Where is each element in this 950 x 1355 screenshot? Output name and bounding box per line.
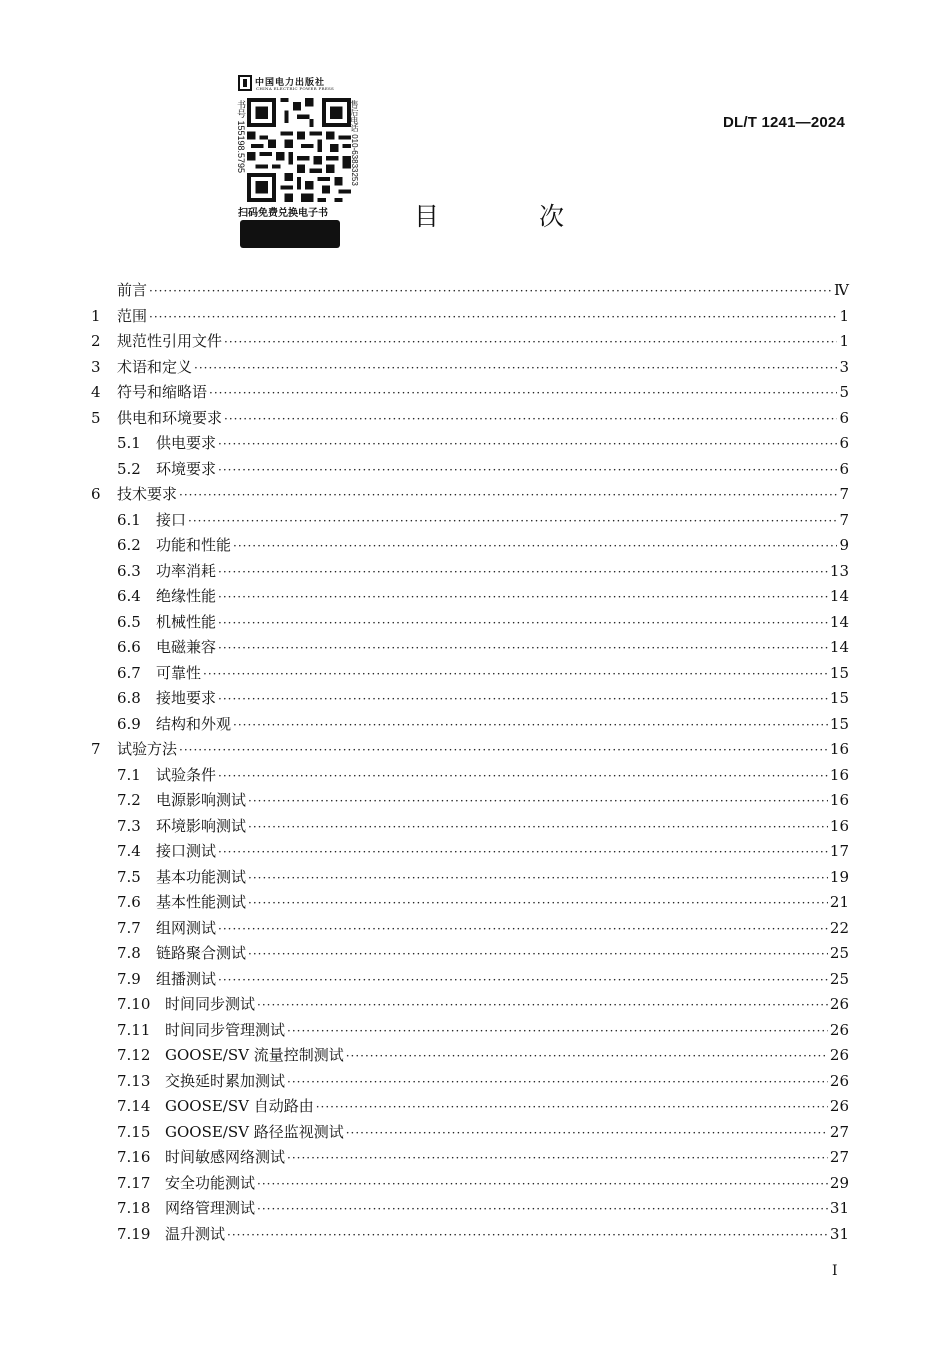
toc-entry-page: 9 [839,536,849,554]
toc-entry[interactable] [91,992,849,1018]
toc-entry[interactable] [91,584,849,610]
toc-entry-title: 电磁兼容 [156,638,217,656]
toc-entry-page: 26 [829,1046,849,1064]
toc-entry-title: 基本功能测试 [156,867,247,886]
toc-dot-leader [248,866,828,892]
toc-entry-title: GOOSE/SV 流量控制测试 [165,1046,344,1064]
toc-entry-number: 6.7 [117,663,141,682]
toc-entry-page: 5 [839,383,849,401]
toc-dot-leader [179,483,837,509]
toc-entry-number: 7.10 [117,995,151,1013]
toc-entry[interactable] [91,1171,849,1197]
toc-dot-leader [179,738,828,764]
toc-entry-page: 6 [839,408,849,427]
toc-dot-leader [194,356,837,382]
toc-entry-number: 7.19 [117,1224,151,1243]
toc-entry[interactable] [91,737,849,763]
toc-entry-page: 25 [829,944,849,962]
publisher-english-name: CHINA ELECTRIC POWER PRESS [256,86,335,91]
toc-entry-number: 7.6 [117,893,141,911]
toc-entry-number: 7.7 [117,918,141,937]
toc-entry-page: Ⅳ [834,281,849,299]
toc-entry-title: 环境影响测试 [156,816,247,835]
toc-entry-page: 17 [829,842,849,860]
toc-entry[interactable] [91,1222,849,1248]
toc-entry-page: 14 [829,587,849,605]
toc-entry-page: 15 [829,714,849,733]
toc-dot-leader [224,407,837,433]
toc-entry[interactable] [91,788,849,814]
toc-entry-number: 6.3 [117,561,141,580]
toc-entry[interactable] [91,610,849,636]
toc-entry-number: 7.5 [117,867,141,886]
toc-entry[interactable] [91,1196,849,1222]
toc-dot-leader [248,891,828,917]
toc-entry[interactable] [91,814,849,840]
toc-entry-title: GOOSE/SV 路径监视测试 [165,1122,344,1141]
toc-entry-page: 16 [829,765,849,784]
toc-entry-title: 安全功能测试 [165,1173,256,1192]
toc-dot-leader [287,1019,828,1045]
toc-entry-page: 1 [839,306,849,325]
scan-caption: 扫码免费兑换电子书 [238,208,328,219]
toc-entry-number: 6.4 [117,587,141,605]
toc-entry-title: 接地要求 [156,689,217,707]
toc-entry-number: 7.16 [117,1148,151,1166]
toc-entry-number: 1 [91,306,101,325]
toc-entry-page: 27 [829,1148,849,1166]
toc-dot-leader [233,534,837,560]
toc-dot-leader [188,509,837,535]
toc-dot-leader [218,968,828,994]
toc-entry-page: 19 [829,867,849,886]
toc-entry[interactable] [91,865,849,891]
toc-entry-page: 31 [829,1224,849,1243]
toc-dot-leader [257,993,828,1019]
toc-entry[interactable] [91,406,849,432]
toc-entry-title: 接口 [156,510,187,529]
toc-entry-title: 功率消耗 [156,561,217,580]
toc-dot-leader [257,1197,828,1223]
toc-entry-number: 7.8 [117,944,141,962]
toc-entry[interactable] [91,661,849,687]
standard-number: DL/T 1241—2024 [722,114,845,131]
toc-entry[interactable] [91,686,849,712]
page-number: I [832,1263,838,1279]
toc-entry-title: 交换延时累加测试 [165,1071,286,1090]
toc-entry-title: 时间敏感网络测试 [165,1148,286,1166]
toc-dot-leader [248,815,828,841]
toc-entry-page: 1 [839,332,849,350]
page-title: 目 次 [414,202,610,231]
toc-entry-title: 网络管理测试 [165,1199,256,1217]
toc-dot-leader [287,1146,828,1172]
toc-entry[interactable] [91,1094,849,1120]
toc-entry[interactable] [91,431,849,457]
publisher-logo-icon [238,75,252,91]
toc-entry-title: GOOSE/SV 自动路由 [165,1097,314,1115]
toc-entry-page: 25 [829,969,849,988]
toc-entry-page: 14 [829,612,849,631]
toc-entry-title: 组播测试 [156,969,217,988]
toc-entry[interactable] [91,457,849,483]
toc-entry-title: 基本性能测试 [156,893,247,911]
toc-entry-number: 7 [91,740,101,758]
toc-entry-page: 7 [839,510,849,529]
toc-dot-leader [218,636,828,662]
redaction-bar [240,220,340,248]
toc-entry[interactable] [91,916,849,942]
toc-dot-leader [218,560,828,586]
publisher-name: 中国电力出版社 [255,77,326,88]
service-telephone: 售后电话 010-63833253 [350,100,359,186]
toc-entry-title: 结构和外观 [156,714,232,733]
toc-dot-leader [218,611,828,637]
toc-entry-number: 3 [91,357,101,376]
toc-entry-title: 链路聚合测试 [156,944,247,962]
toc-entry[interactable] [91,839,849,865]
toc-dot-leader [149,279,832,305]
toc-dot-leader [346,1044,828,1070]
qr-code-icon[interactable] [247,98,351,202]
toc-entry-page: 13 [829,561,849,580]
toc-entry-number: 6.5 [117,612,141,631]
toc-dot-leader [218,458,837,484]
toc-entry-number: 6.2 [117,536,141,554]
toc-entry-number: 7.9 [117,969,141,988]
toc-entry-title: 时间同步测试 [165,995,256,1013]
toc-entry-number: 7.18 [117,1199,151,1217]
toc-entry-page: 16 [829,791,849,809]
toc-entry-page: 29 [829,1173,849,1192]
toc-dot-leader [203,662,828,688]
toc-entry-page: 27 [829,1122,849,1141]
toc-entry-number: 6.1 [117,510,141,529]
toc-entry-number: 6.9 [117,714,141,733]
toc-entry-page: 16 [829,816,849,835]
qr-code-block [232,72,362,252]
toc-entry-page: 6 [839,459,849,478]
toc-entry-title: 环境要求 [156,459,217,478]
book-id: 书号 155198.5795 [236,100,246,174]
toc-entry-number: 4 [91,383,101,401]
toc-dot-leader [233,713,828,739]
toc-dot-leader [218,585,828,611]
toc-dot-leader [218,840,828,866]
toc-entry[interactable] [91,967,849,993]
toc-entry[interactable] [91,941,849,967]
toc-dot-leader [346,1121,828,1147]
toc-entry-title: 功能和性能 [156,536,232,554]
toc-entry-number: 2 [91,332,101,350]
toc-entry-page: 26 [829,1071,849,1090]
toc-dot-leader [218,687,828,713]
toc-entry[interactable] [91,355,849,381]
toc-dot-leader [248,789,828,815]
toc-entry[interactable] [91,1145,849,1171]
toc-entry[interactable] [91,635,849,661]
toc-entry-number: 7.14 [117,1097,151,1115]
toc-entry[interactable] [91,712,849,738]
toc-entry-title: 可靠性 [156,663,202,682]
toc-entry[interactable] [91,533,849,559]
toc-entry[interactable] [91,380,849,406]
toc-entry-number: 7.2 [117,791,141,809]
toc-entry-title: 试验条件 [156,765,217,784]
toc-entry-page: 26 [829,1020,849,1039]
toc-dot-leader [248,942,828,968]
toc-dot-leader [218,764,828,790]
toc-entry-page: 26 [829,995,849,1013]
toc-entry-title: 温升测试 [165,1224,226,1243]
toc-entry-title: 试验方法 [117,740,178,758]
toc-entry[interactable] [91,1120,849,1146]
toc-entry-title: 范围 [117,306,148,325]
toc-entry-page: 31 [829,1199,849,1217]
toc-dot-leader [218,917,828,943]
toc-entry-title: 供电要求 [156,434,217,452]
toc-entry-page: 16 [829,740,849,758]
toc-entry-number: 6 [91,485,101,503]
toc-entry-page: 26 [829,1097,849,1115]
toc-entry[interactable] [91,304,849,330]
toc-entry-title: 时间同步管理测试 [165,1020,286,1039]
toc-entry-title: 规范性引用文件 [117,332,223,350]
toc-entry[interactable] [91,482,849,508]
toc-dot-leader [287,1070,828,1096]
toc-entry-number: 7.17 [117,1173,151,1192]
toc-entry-number: 7.3 [117,816,141,835]
toc-entry-number: 7.4 [117,842,141,860]
toc-entry-title: 术语和定义 [117,357,193,376]
toc-dot-leader [209,381,837,407]
toc-entry[interactable] [91,559,849,585]
toc-entry-number: 7.15 [117,1122,151,1141]
toc-entry-title: 符号和缩略语 [117,383,208,401]
toc-entry[interactable] [91,278,849,304]
toc-entry-page: 15 [829,663,849,682]
toc-entry-number: 7.1 [117,765,141,784]
toc-entry-number: 7.13 [117,1071,151,1090]
toc-entry-number: 6.6 [117,638,141,656]
toc-entry-title: 绝缘性能 [156,587,217,605]
toc-entry-title: 技术要求 [117,485,178,503]
toc-entry[interactable] [91,890,849,916]
toc-entry-title: 前言 [117,281,148,299]
toc-dot-leader [218,432,837,458]
toc-entry[interactable] [91,1043,849,1069]
toc-entry-page: 14 [829,638,849,656]
toc-dot-leader [149,305,837,331]
toc-entry-title: 电源影响测试 [156,791,247,809]
toc-entry[interactable] [91,1069,849,1095]
toc-dot-leader [224,330,837,356]
toc-entry-number: 5 [91,408,101,427]
toc-dot-leader [257,1172,828,1198]
toc-entry-title: 接口测试 [156,842,217,860]
toc-entry-title: 组网测试 [156,918,217,937]
toc-entry[interactable] [91,329,849,355]
toc-entry-title: 机械性能 [156,612,217,631]
toc-entry-number: 6.8 [117,689,141,707]
toc-dot-leader [227,1223,828,1249]
toc-entry-page: 15 [829,689,849,707]
toc-entry-number: 7.12 [117,1046,151,1064]
toc-entry[interactable] [91,508,849,534]
toc-entry-page: 3 [839,357,849,376]
toc-entry-number: 5.1 [117,434,141,452]
toc-entry-page: 6 [839,434,849,452]
toc-entry-title: 供电和环境要求 [117,408,223,427]
toc-entry[interactable] [91,763,849,789]
toc-entry-page: 22 [829,918,849,937]
toc-entry-number: 5.2 [117,459,141,478]
toc-entry-number: 7.11 [117,1020,151,1039]
toc-dot-leader [316,1095,828,1121]
toc-entry[interactable] [91,1018,849,1044]
table-of-contents [91,278,849,1247]
toc-entry-page: 7 [839,485,849,503]
toc-entry-page: 21 [829,893,849,911]
